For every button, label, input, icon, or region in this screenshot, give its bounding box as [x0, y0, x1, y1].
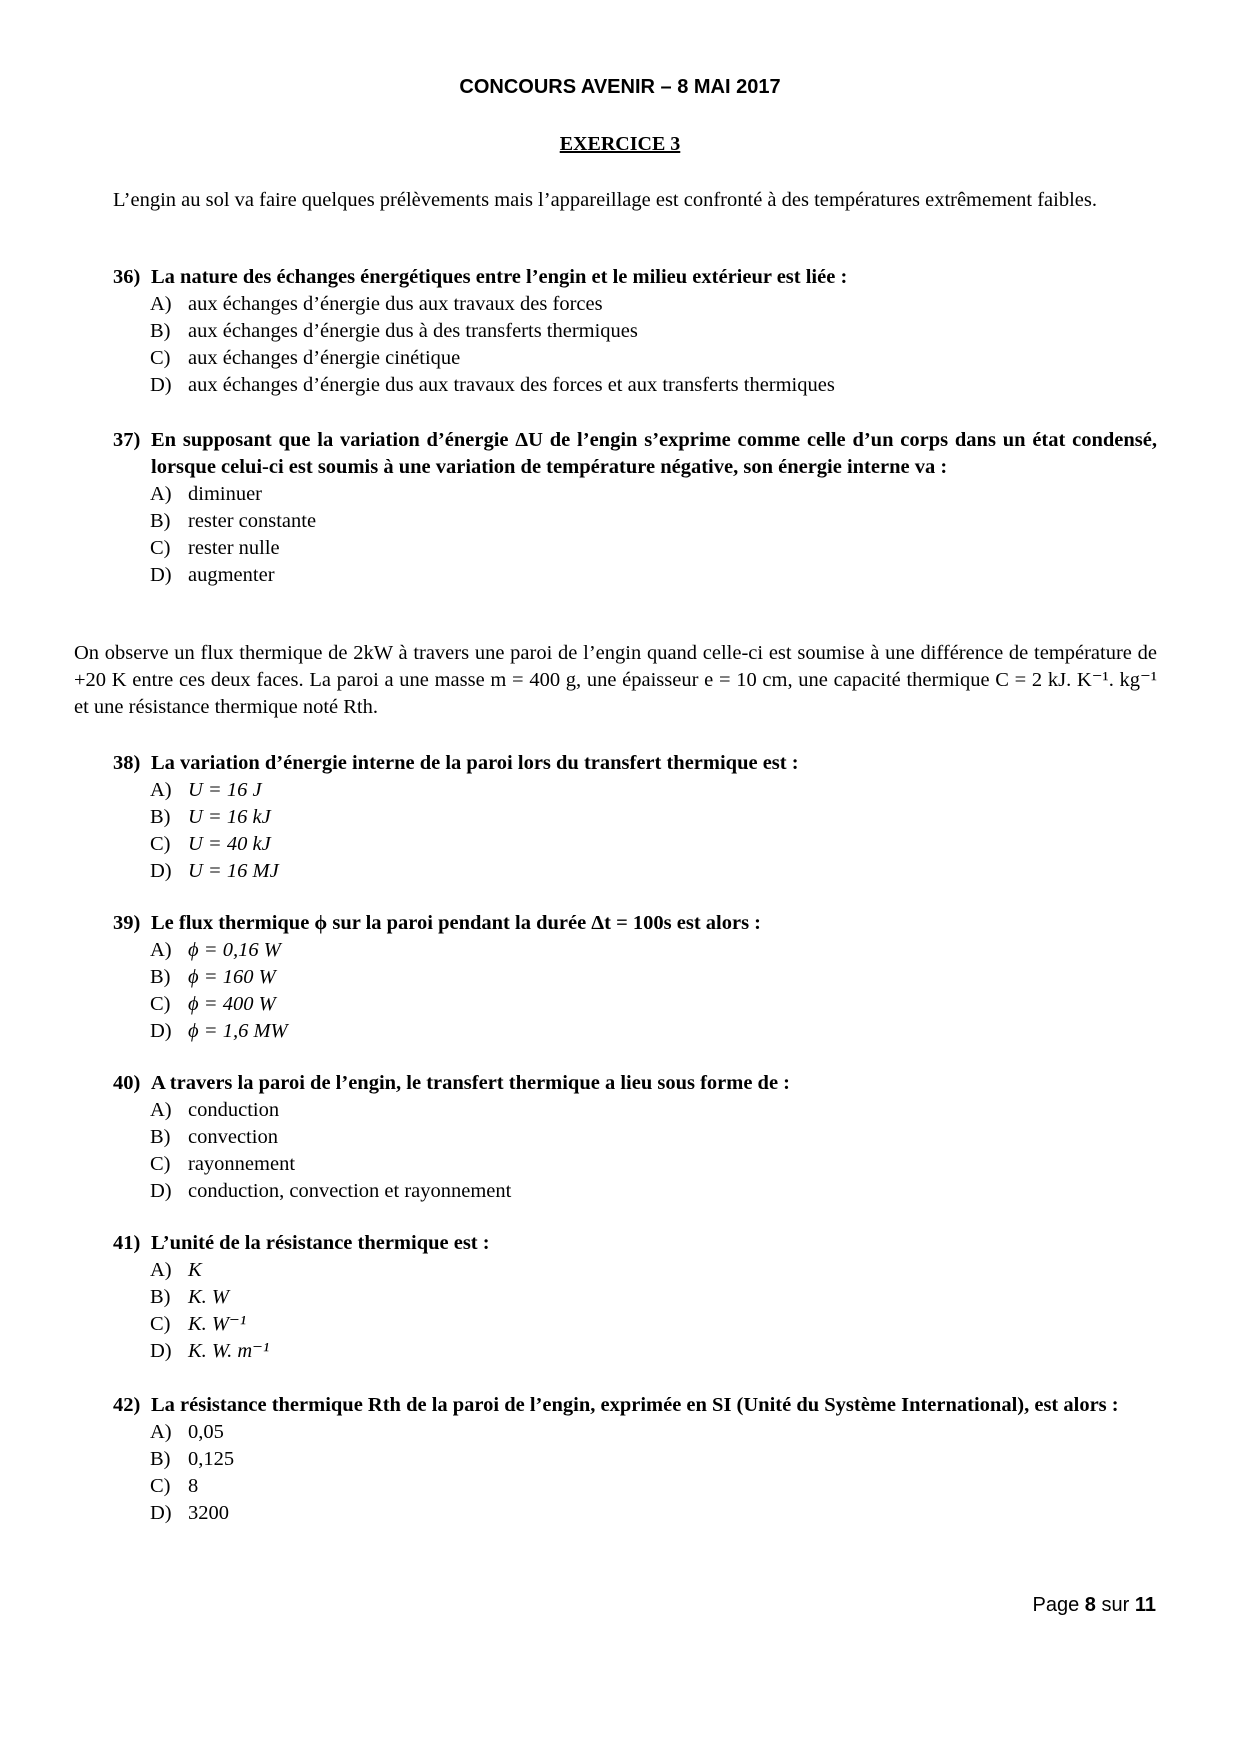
question-37: [113, 427, 1157, 589]
context-paragraph: On observe un flux thermique de 2kW à travers une paroi de l’engin quand celle-ci est soumise à une différence de température de +20 K entre ces deux faces. La paroi a une masse m = 400 g, une épaisseur e = 10 cm, une capacité thermique C = 2 kJ. K⁻¹. kg⁻¹ et une résistance thermique noté Rth.: [74, 642, 1157, 718]
question-41: [113, 1230, 1157, 1365]
option-d: D) conduction, convection et rayonnement: [150, 1180, 512, 1202]
option-b: B) ϕ = 160 W: [150, 966, 276, 988]
option-b: B) 0,125: [150, 1448, 235, 1470]
option-c: C) rester nulle: [150, 537, 280, 559]
option-b: B) K. W: [150, 1286, 229, 1308]
option-a: A) conduction: [150, 1099, 280, 1121]
question-number: 40): [113, 1072, 141, 1094]
option-d: D) ϕ = 1,6 MW: [150, 1020, 288, 1042]
option-c: C) K. W⁻¹: [150, 1313, 246, 1335]
question-text: L’unité de la résistance thermique est :: [151, 1232, 490, 1254]
option-c: C) aux échanges d’énergie cinétique: [150, 347, 461, 369]
option-c: C) rayonnement: [150, 1153, 296, 1175]
option-b: B) aux échanges d’énergie dus à des transferts thermiques: [150, 320, 638, 342]
question-text: Le flux thermique ϕ sur la paroi pendant la durée Δt = 100s est alors :: [151, 912, 762, 934]
question-text: La variation d’énergie interne de la paroi lors du transfert thermique est :: [151, 752, 799, 774]
question-number: 39): [113, 912, 141, 934]
question-number: 36): [113, 266, 141, 288]
question-number: 38): [113, 752, 141, 774]
question-40: [113, 1070, 1157, 1205]
question-text: La résistance thermique Rth de la paroi de l’engin, exprimée en SI (Unité du Système International), est alors :: [151, 1394, 1119, 1416]
option-d: D) U = 16 MJ: [150, 860, 279, 882]
question-number: 42): [113, 1394, 141, 1416]
option-a: A) diminuer: [150, 483, 263, 505]
question-38: [113, 750, 1157, 885]
question-42: [113, 1392, 1157, 1527]
question-number: 37): [113, 429, 141, 451]
option-d: D) 3200: [150, 1502, 229, 1524]
question-39: [113, 910, 1157, 1045]
option-b: B) convection: [150, 1126, 278, 1148]
question-text: En supposant que la variation d’énergie ΔU de l’engin s’exprime comme celle d’un corps dans un état condensé, lorsque celui-ci est soumis à une variation de température négative, son énergie interne va :: [151, 429, 1157, 478]
option-d: D) augmenter: [150, 564, 275, 586]
page-number: Page 8 sur 11: [1032, 1594, 1156, 1616]
option-c: C) U = 40 kJ: [150, 833, 271, 855]
page-header: CONCOURS AVENIR – 8 MAI 2017: [459, 76, 781, 98]
option-b: B) rester constante: [150, 510, 317, 532]
option-d: D) aux échanges d’énergie dus aux travaux des forces et aux transferts thermiques: [150, 374, 835, 396]
option-a: A) ϕ = 0,16 W: [150, 939, 281, 961]
option-b: B) U = 16 kJ: [150, 806, 271, 828]
intro-paragraph: L’engin au sol va faire quelques prélèvements mais l’appareillage est confronté à des températures extrêmement faibles.: [113, 189, 1097, 211]
option-a: A) K: [150, 1259, 202, 1281]
option-a: A) 0,05: [150, 1421, 224, 1443]
question-number: 41): [113, 1232, 141, 1254]
option-a: A) U = 16 J: [150, 779, 262, 801]
option-a: A) aux échanges d’énergie dus aux travaux des forces: [150, 293, 603, 315]
option-d: D) K. W. m⁻¹: [150, 1340, 270, 1362]
option-c: C) ϕ = 400 W: [150, 993, 276, 1015]
question-text: A travers la paroi de l’engin, le transfert thermique a lieu sous forme de :: [151, 1072, 791, 1094]
question-text: La nature des échanges énergétiques entre l’engin et le milieu extérieur est liée :: [151, 266, 848, 288]
question-36: [113, 264, 1157, 399]
option-c: C) 8: [150, 1475, 199, 1497]
exercise-title: EXERCICE 3: [559, 133, 681, 155]
